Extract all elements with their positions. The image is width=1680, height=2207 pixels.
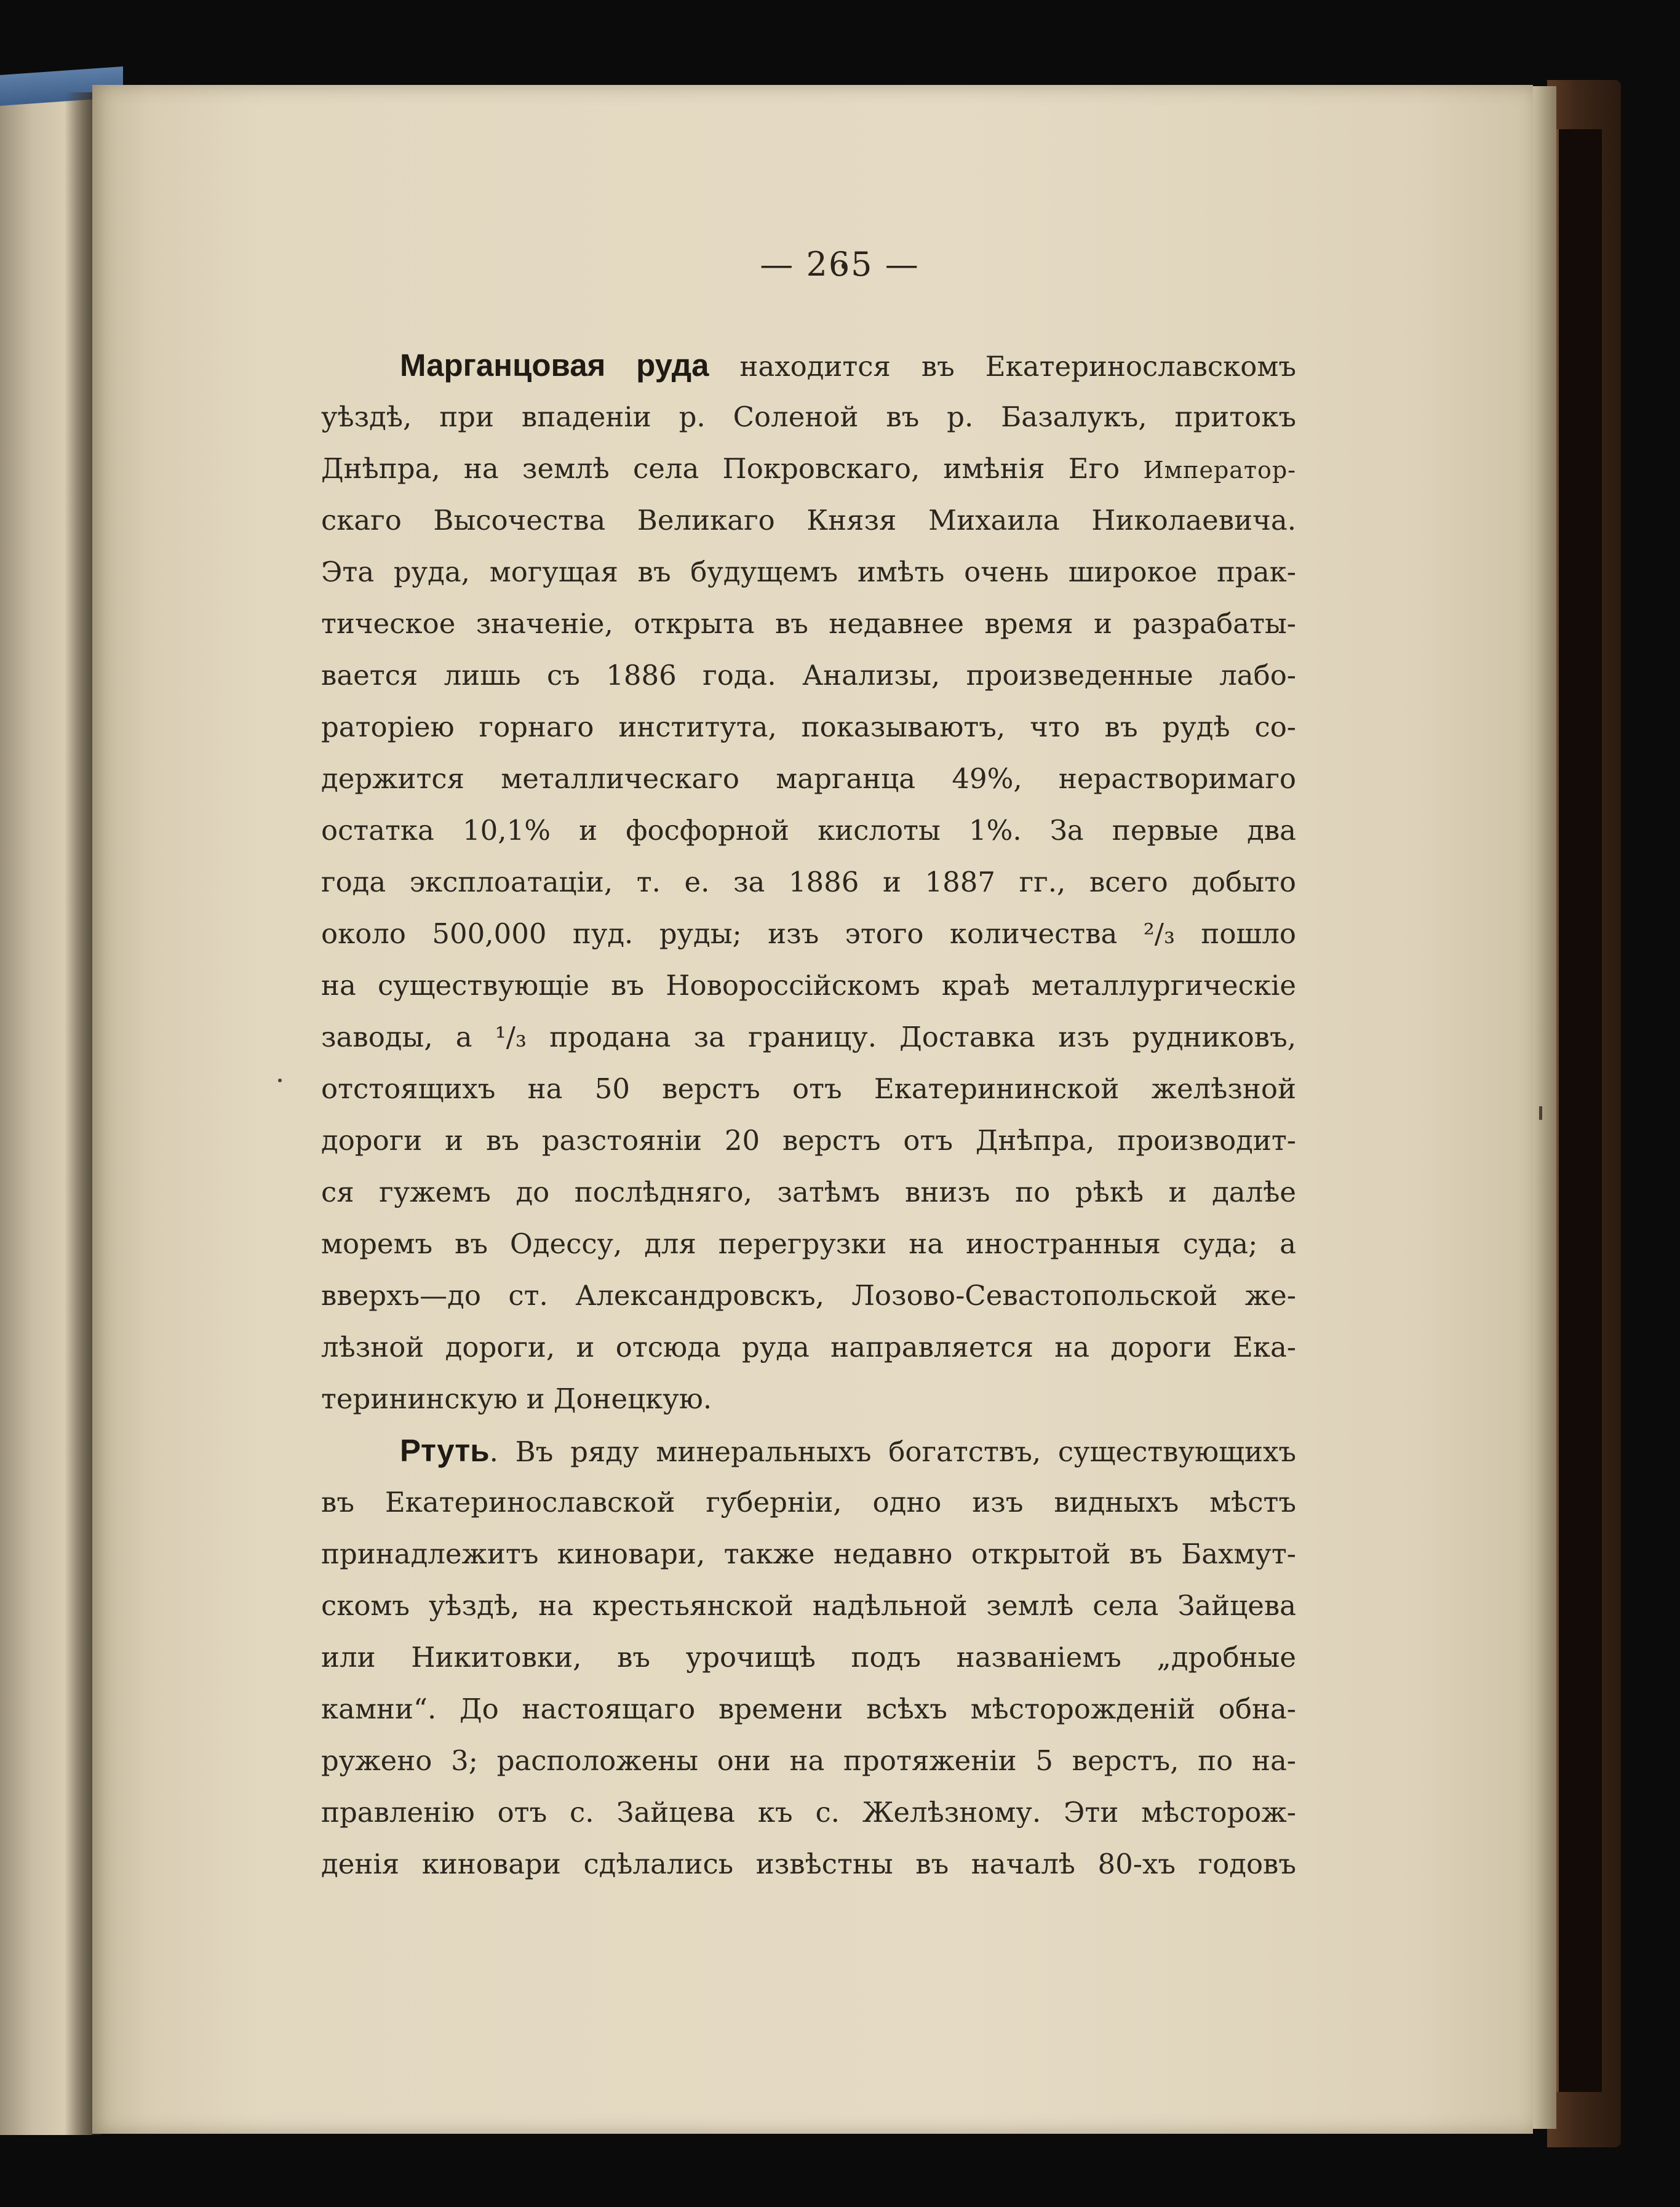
page-text — [321, 340, 1296, 1890]
book-cover-inner — [1556, 129, 1602, 2092]
text-line: въ Екатеринославской губерніи, одно изъ видныхъ мѣстъ — [321, 1486, 1296, 1519]
text-line: вается лишь съ 1886 года. Анализы, произведенные лабо- — [321, 659, 1296, 692]
text-line: денія киновари сдѣлались извѣстны въ началѣ 80-хъ годовъ — [321, 1848, 1296, 1880]
text-line: правленію отъ с. Зайцева къ с. Желѣзному. Эти мѣсторож- — [321, 1796, 1296, 1829]
text-line: тическое значеніе, открыта въ недавнее время и разрабаты- — [321, 607, 1296, 640]
text-line: ся гужемъ до послѣдняго, затѣмъ внизъ по рѣкѣ и далѣе — [321, 1176, 1296, 1208]
text-line: года эксплоатаціи, т. е. за 1886 и 1887 гг., всего добыто — [321, 866, 1296, 898]
text-line: камни“. До настоящаго времени всѣхъ мѣсторожденій обна- — [321, 1693, 1296, 1725]
text-line: скаго Высочества Великаго Князя Михаила Николаевича. — [321, 504, 1296, 537]
text-line: лѣзной дороги, и отсюда руда направляется на дороги Ека- — [321, 1331, 1296, 1363]
section-heading: Марганцовая руда — [400, 348, 709, 383]
text-line: остатка 10,1% и фосфорной кислоты 1%. За первые два — [321, 814, 1296, 847]
text-line — [321, 340, 1296, 391]
text-line: раторіею горнаго института, показываютъ, что въ рудѣ со- — [321, 711, 1296, 743]
ink-speck — [1539, 1106, 1542, 1120]
text-line — [321, 443, 1296, 495]
text-span: находится въ Екатеринославскомъ — [739, 350, 1296, 383]
text-line: моремъ въ Одессу, для перегрузки на иностранныя суда; а — [321, 1227, 1296, 1260]
text-line: около 500,000 пуд. руды; изъ этого количества ²/₃ пошло — [321, 917, 1296, 950]
section-heading: Ртуть — [400, 1433, 490, 1468]
text-span: Император- — [1143, 457, 1296, 484]
text-line: принадлежитъ киновари, также недавно открытой въ Бахмут- — [321, 1538, 1296, 1570]
page-number: — 265 — — [760, 245, 920, 284]
text-span: . Въ ряду минеральныхъ богатствъ, существующихъ — [489, 1435, 1296, 1468]
text-line: дороги и въ разстояніи 20 верстъ отъ Днѣпра, производит- — [321, 1124, 1296, 1157]
text-line: вверхъ—до ст. Александровскъ, Лозово-Севастопольской же- — [321, 1279, 1296, 1312]
text-line: ружено 3; расположены они на протяженіи 5 верстъ, по на- — [321, 1744, 1296, 1777]
text-line: держится металлическаго марганца 49%, нерастворимаго — [321, 762, 1296, 795]
text-line: заводы, а ¹/₃ продана за границу. Доставка изъ рудниковъ, — [321, 1021, 1296, 1053]
text-line: на существующіе въ Новороссійскомъ краѣ металлургическіе — [321, 969, 1296, 1002]
text-span: Днѣпра, на землѣ села Покровскаго, имѣнія Его — [321, 452, 1144, 485]
text-line: уѣздѣ, при впаденіи р. Соленой въ р. Базалукъ, притокъ — [321, 401, 1296, 433]
text-line: скомъ уѣздѣ, на крестьянской надѣльной землѣ села Зайцева — [321, 1589, 1296, 1622]
text-line — [321, 1425, 1296, 1477]
ink-speck — [278, 1079, 282, 1082]
page-stack-edge — [1532, 86, 1556, 2129]
text-line: или Никитовки, въ урочищѣ подъ названіемъ „дробные — [321, 1641, 1296, 1674]
text-line: отстоящихъ на 50 верстъ отъ Екатерининской желѣзной — [321, 1072, 1296, 1105]
text-line: Эта руда, могущая въ будущемъ имѣть очень широкое прак- — [321, 556, 1296, 588]
text-line: терининскую и Донецкую. — [321, 1383, 712, 1415]
